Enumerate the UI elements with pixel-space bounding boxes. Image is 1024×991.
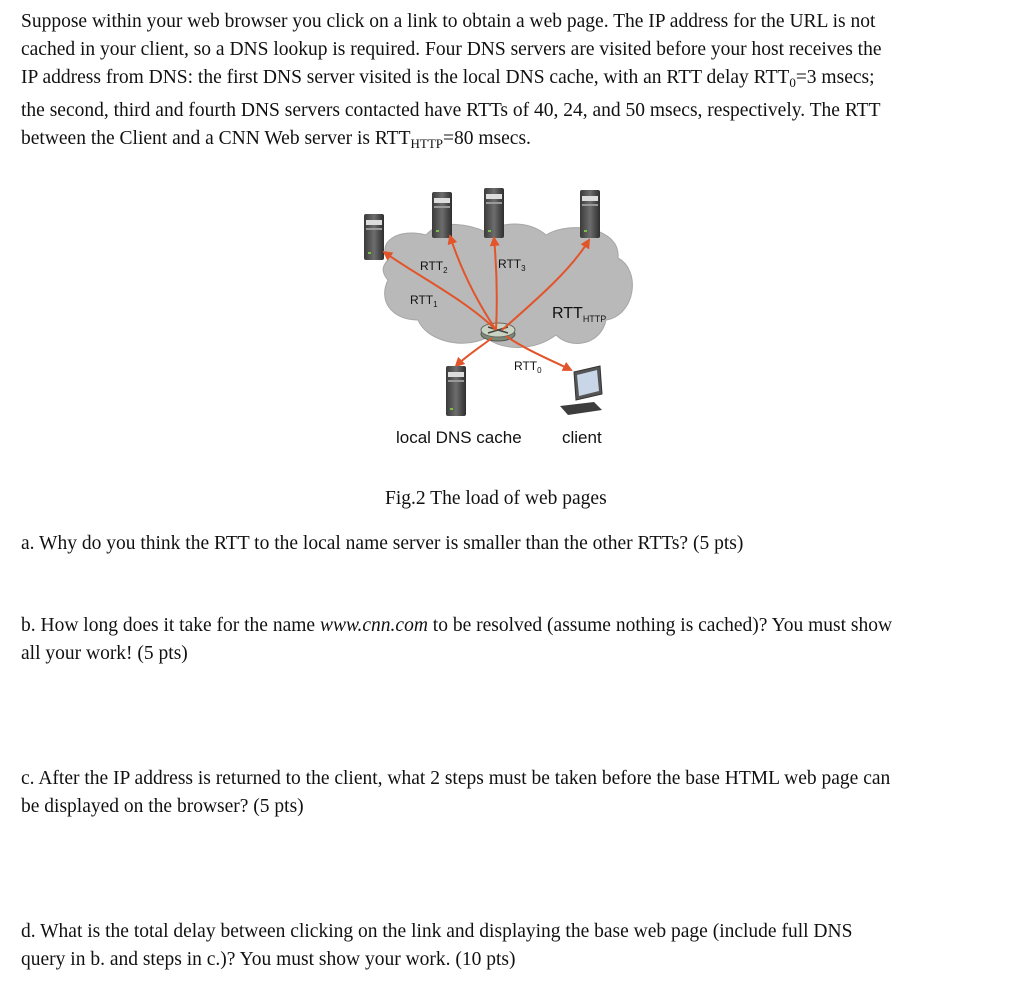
rtt3-label: $RTT_3$ [498,257,526,273]
cnn-web-server-icon [580,190,600,238]
cnn-url: www.cnn.com [319,615,428,636]
question-c-line-1: c. After the IP address is returned to the client, what 2 steps must be taken before the base HTML web page can [21,768,891,789]
rtt1-label: $RTT_1$ [410,293,438,309]
intro-line-3: IP address from DNS: the first DNS server visited is the local DNS cache, with an RTT delay $RTT_0=3$ msecs; [21,67,875,90]
rtt-http-label: $RTT_{HTTP}$ [552,305,607,324]
question-d [21,918,1006,974]
question-b [21,612,1006,668]
question-c-line-2: be displayed on the browser? (5 pts) [21,796,304,817]
question-b-line-2: all your work! (5 pts) [21,643,188,664]
intro-line-2: cached in your client, so a DNS lookup is required. Four DNS servers are visited before your host receives the [21,39,882,60]
question-a [21,530,1006,558]
dns-network-diagram [356,180,656,460]
intro-paragraph [21,8,1006,158]
intro-line-1: Suppose within your web browser you click on a link to obtain a web page. The IP address for the URL is not [21,11,876,32]
rtt0-label: $RTT_0$ [514,359,542,375]
figure-caption: Fig.2 The load of web pages [385,488,607,509]
question-d-line-1: d. What is the total delay between clicking on the link and displaying the base web page (include full DNS [21,921,853,942]
dns-server-1-icon [364,214,384,260]
intro-line-5: between the Client and a CNN Web server is $RTT_{HTTP}=80$ msecs. [21,128,531,151]
rtt2-label: $RTT_2$ [420,259,448,275]
intro-line-4: the second, third and fourth DNS servers contacted have RTTs of 40, 24, and 50 msecs, respectively. The RTT [21,100,881,121]
question-d-line-2: query in b. and steps in c.)? You must show your work. (10 pts) [21,949,516,970]
dns-server-2-icon [432,192,452,238]
dns-server-3-icon [484,188,504,238]
local-dns-server-icon [446,366,466,416]
question-b-line-1: b. How long does it take for the name www.cnn.com to be resolved (assume nothing is cached)? You must show [21,615,893,636]
question-a-text: a. Why do you think the RTT to the local name server is smaller than the other RTTs? (5 pts) [21,533,744,554]
client-computer-icon [560,366,602,415]
client-label: client [562,428,602,447]
question-c [21,765,1006,821]
local-dns-cache-label: local DNS cache [396,428,522,447]
